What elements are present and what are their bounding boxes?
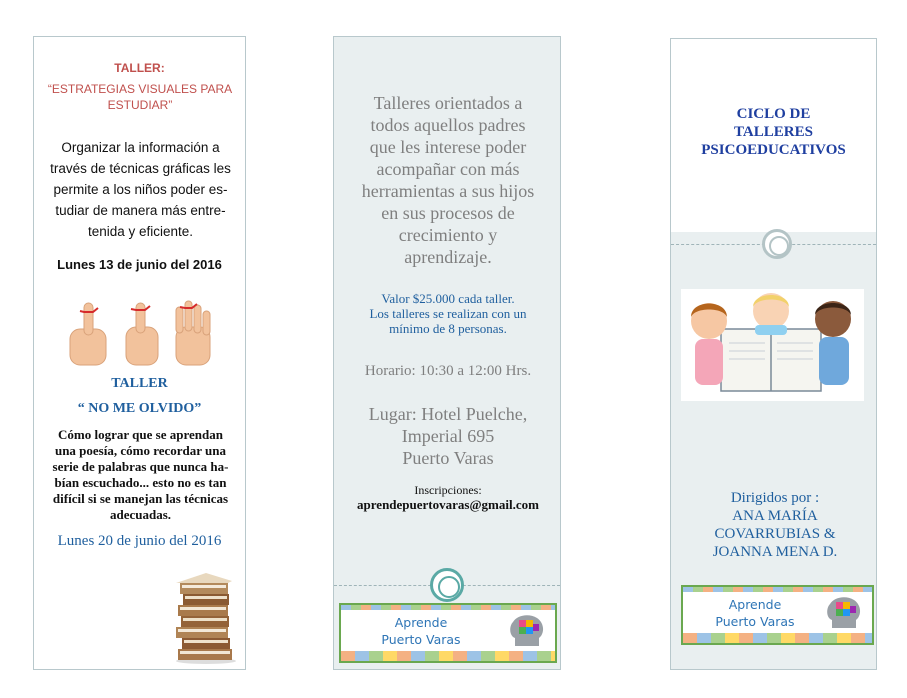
taller2-date: Lunes 20 de junio del 2016 <box>57 533 222 549</box>
panel-left <box>33 36 246 670</box>
intro-line: aprendizaje. <box>404 247 492 267</box>
directed-line: Dirigidos por : <box>730 490 820 506</box>
directed-by <box>675 489 875 561</box>
logo-text <box>693 596 817 630</box>
desc-line: Cómo lograr que se aprendan <box>58 427 223 442</box>
price-line: Valor $25.000 cada taller. <box>381 291 515 306</box>
desc-line: tudiar de manera más entre- <box>55 203 226 218</box>
taller2-description <box>42 427 239 523</box>
desc-line: difícil si se manejan las técnicas <box>52 491 229 506</box>
title-line: PSICOEDUCATIVOS <box>701 142 846 158</box>
price-info <box>340 291 556 336</box>
directed-line: JOANNA MENA D. <box>712 544 838 560</box>
taller2-label: TALLER <box>111 376 168 391</box>
logo-line: Aprende <box>728 597 782 612</box>
ring-ornament-icon <box>762 229 792 259</box>
intro-line: crecimiento y <box>398 225 498 245</box>
intro-line: en sus procesos de <box>381 203 515 223</box>
book-stack-image <box>172 569 236 665</box>
cycle-title <box>671 105 876 159</box>
venue-line: Puerto Varas <box>402 448 494 468</box>
panel-right <box>670 38 877 670</box>
title-line: CICLO DE <box>736 106 811 122</box>
intro-line: Talleres orientados a <box>373 93 523 113</box>
puzzle-head-icon <box>824 594 864 630</box>
desc-line: serie de palabras que nunca ha- <box>52 459 229 474</box>
taller2-name: “ NO ME OLVIDO” <box>77 401 202 416</box>
directed-line: COVARRUBIAS & <box>714 526 836 542</box>
desc-line: tenida y eficiente. <box>87 224 194 239</box>
desc-line: Organizar la información a <box>61 140 220 155</box>
schedule: Horario: 10:30 a 12:00 Hrs. <box>364 363 532 379</box>
taller1-date: Lunes 13 de junio del 2016 <box>57 257 222 272</box>
intro-line: herramientas a sus hijos <box>361 181 535 201</box>
logo-top-strip <box>341 605 555 610</box>
aprende-logo <box>339 603 557 663</box>
ring-ornament-icon <box>430 568 464 602</box>
taller1-description <box>38 137 243 242</box>
desc-line: través de técnicas gráficas les <box>50 161 231 176</box>
desc-line: bían escuchado... esto no es tan <box>54 475 227 490</box>
puzzle-head-icon <box>507 612 547 648</box>
intro-text <box>340 92 556 268</box>
desc-line: adecuadas. <box>109 507 172 522</box>
fingers-with-string-image <box>64 299 214 367</box>
contact-email[interactable]: aprendepuertovaras@gmail.com <box>357 497 539 512</box>
venue <box>340 403 556 469</box>
panel-middle <box>333 36 561 670</box>
taller1-label: TALLER: <box>114 61 165 75</box>
logo-top-strip <box>683 587 872 592</box>
desc-line: permite a los niños poder es- <box>53 182 228 197</box>
price-line: Los talleres se realizan con un <box>369 306 527 321</box>
directed-line: ANA MARÍA <box>732 508 818 524</box>
title-line: TALLERES <box>734 124 813 140</box>
logo-bottom-strip <box>683 633 872 643</box>
intro-line: todos aquellos padres <box>370 115 526 135</box>
venue-line: Imperial 695 <box>401 426 495 446</box>
desc-line: una poesía, cómo recordar una <box>54 443 227 458</box>
venue-line: Lugar: Hotel Puelche, <box>368 404 528 424</box>
intro-line: que les interese poder <box>369 137 527 157</box>
taller1-name: “ESTRATEGIAS VISUALES PARA ESTUDIAR” <box>47 82 233 112</box>
intro-line: acompañar con más <box>376 159 520 179</box>
price-line: mínimo de 8 personas. <box>389 321 507 336</box>
logo-line: Puerto Varas <box>715 614 795 629</box>
logo-line: Puerto Varas <box>381 632 461 647</box>
inscriptions-label: Inscripciones: <box>414 483 482 497</box>
logo-line: Aprende <box>394 615 448 630</box>
logo-bottom-strip <box>341 651 555 661</box>
aprende-logo <box>681 585 874 645</box>
logo-text <box>351 614 491 648</box>
children-reading-image <box>681 289 864 401</box>
